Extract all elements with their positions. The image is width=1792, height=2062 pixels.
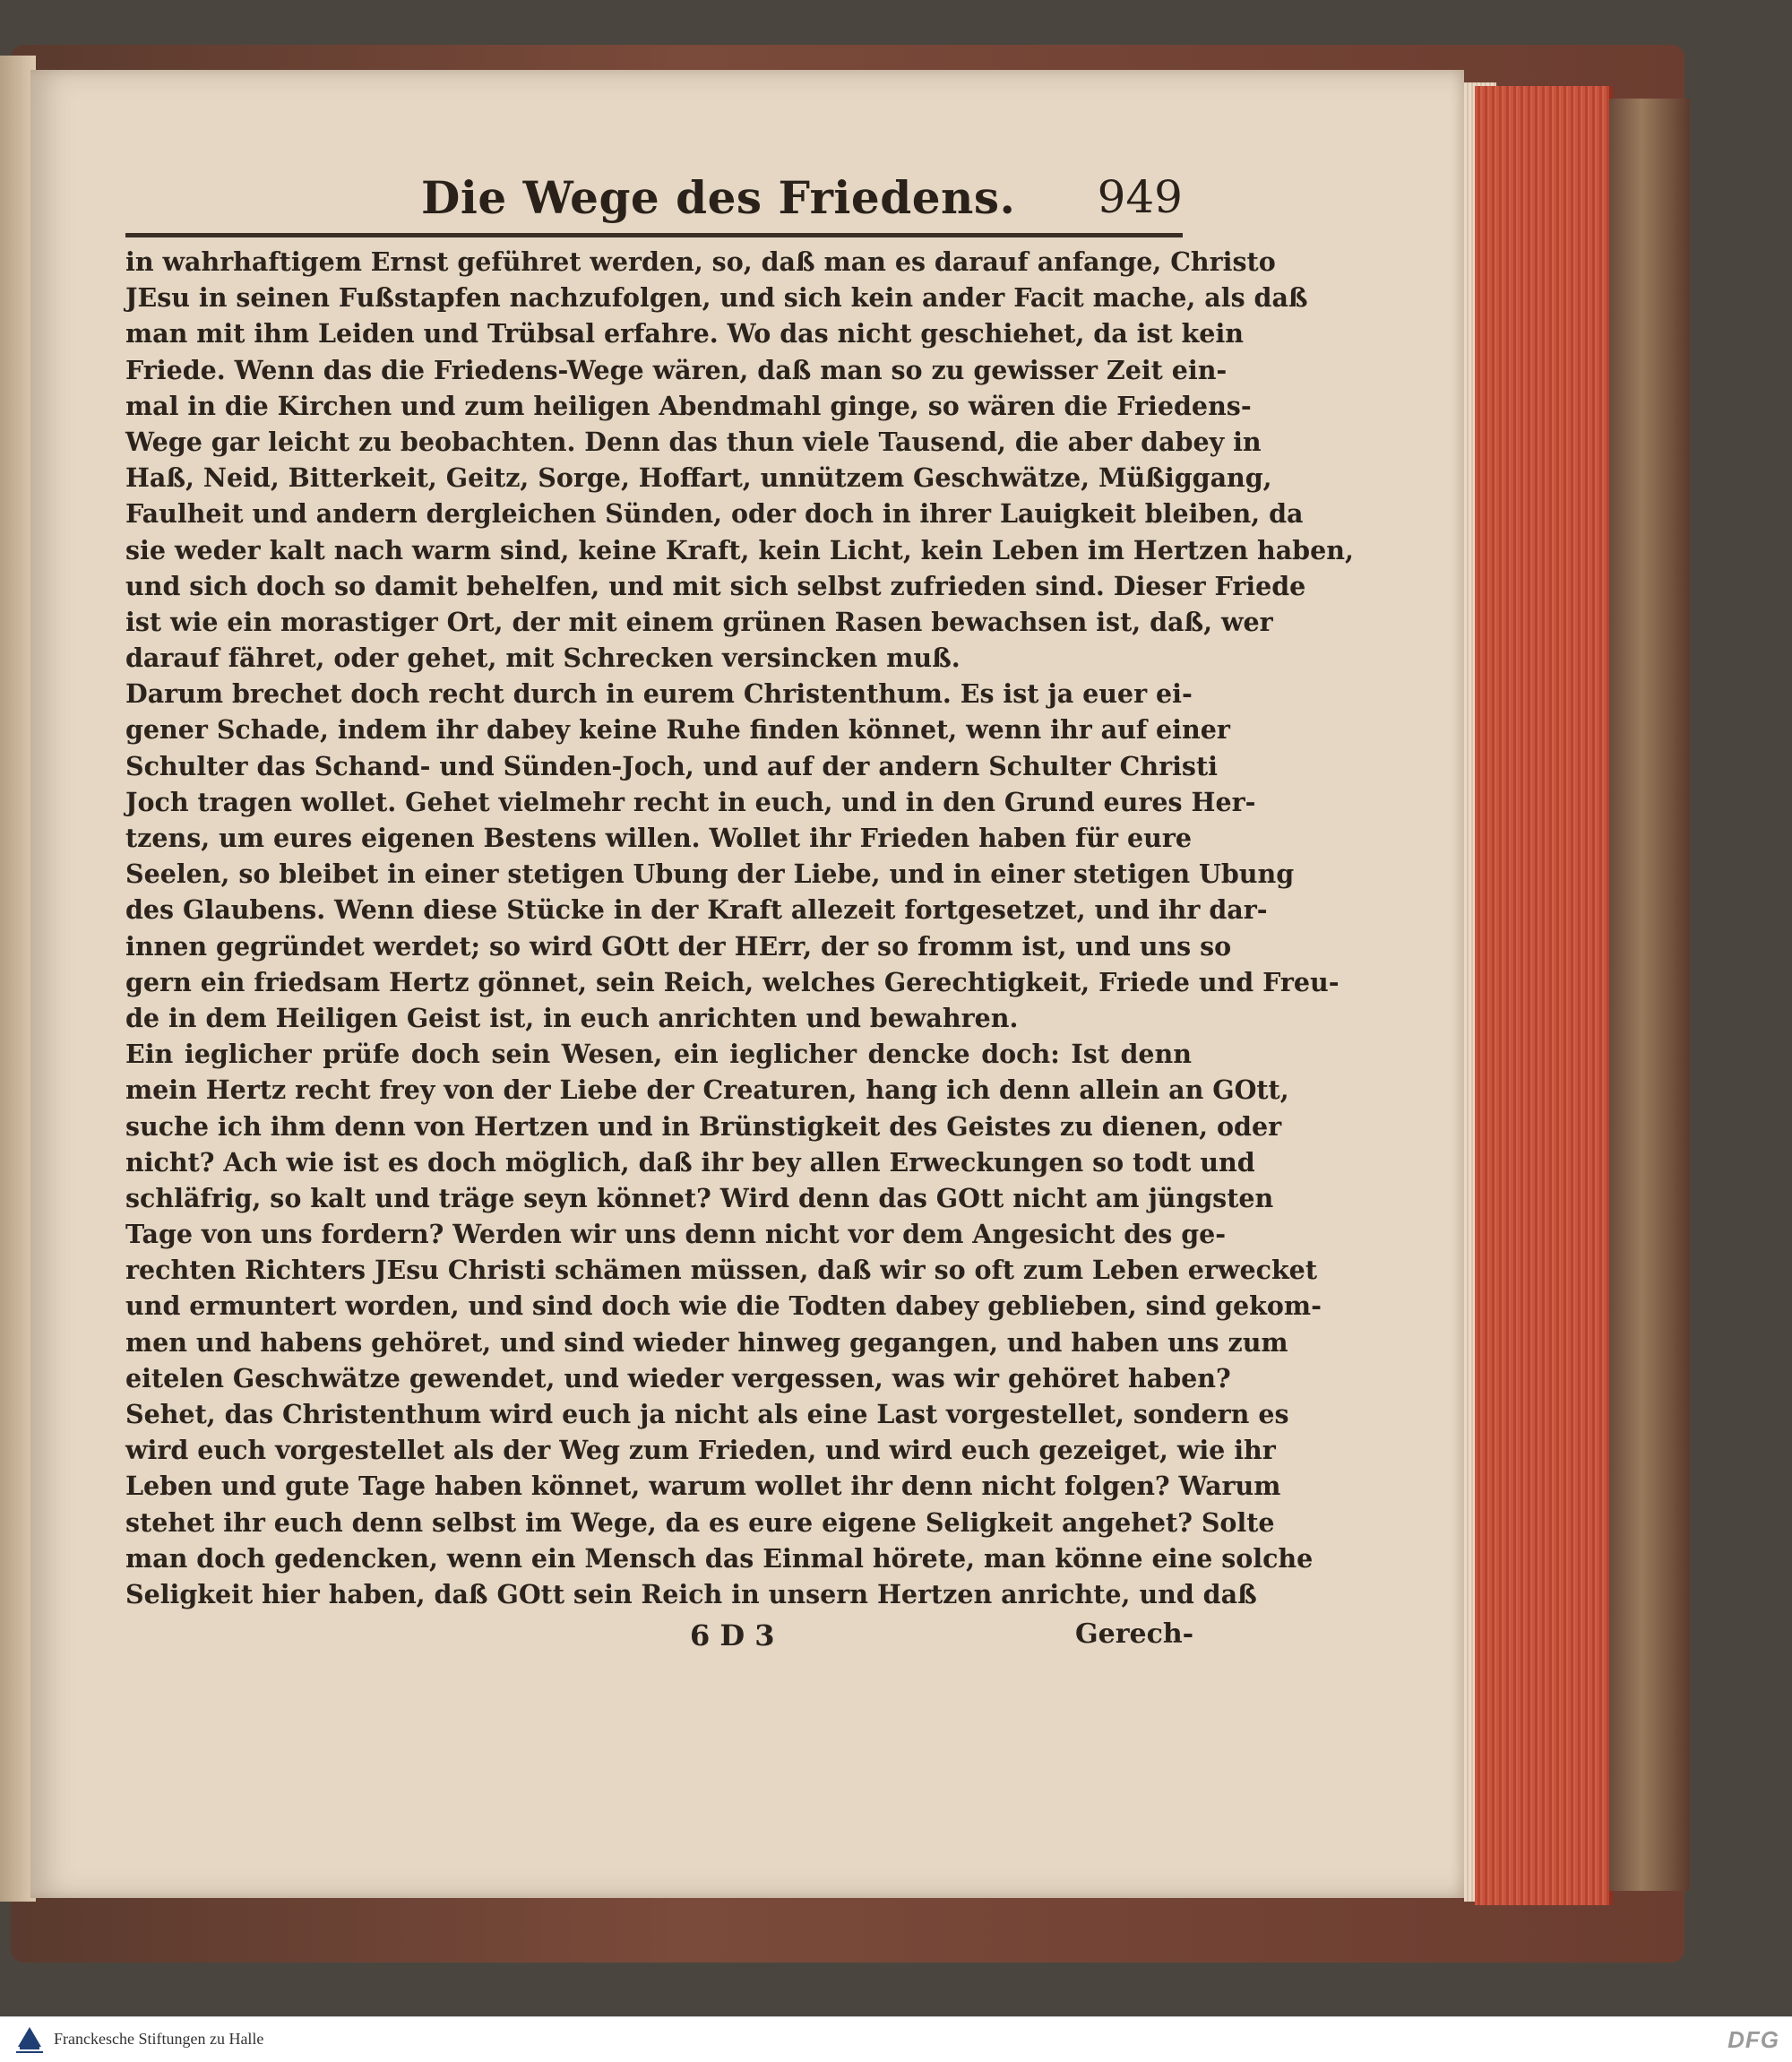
page-number: 949 [1097,171,1183,223]
red-page-edge [1475,86,1613,1905]
text-line: Ein ieglicher prüfe doch sein Wesen, ein ieglicher dencke doch: Ist denn [125,1039,1192,1070]
text-line: mein Hertz recht frey von der Liebe der Creaturen, hang ich denn allein an GOtt, [125,1074,1289,1106]
signature-mark: 6 D 3 [690,1618,775,1652]
text-line: Leben und gute Tage haben könnet, warum wollet ihr denn nicht folgen? Warum [125,1471,1281,1502]
footer-bar [0,2016,1792,2062]
text-line: innen gegründet werdet; so wird GOtt der HErr, der so fromm ist, und uns so [125,930,1232,962]
text-line: Joch tragen wollet. Gehet vielmehr recht in euch, und in den Grund eures Her- [125,786,1256,817]
text-line: und ermuntert worden, und sind doch wie die Todten dabey geblieben, sind gekom- [125,1290,1322,1322]
book-binding-edge [1609,99,1690,1891]
text-line: Schulter das Schand- und Sünden-Joch, und auf der andern Schulter Christi [125,750,1218,781]
text-line: tzens, um eures eigenen Bestens willen. Wollet ihr Frieden haben für eure [125,823,1192,853]
text-line: schläfrig, so kalt und träge seyn könnet? Wird denn das GOtt nicht am jüngsten [125,1182,1274,1213]
text-line: sie weder kalt nach warm sind, keine Kraft, kein Licht, kein Leben im Hertzen haben, [125,534,1354,565]
text-line: des Glaubens. Wenn diese Stücke in der Kraft allezeit fortgesetzet, und ihr dar- [125,894,1268,926]
text-line: gener Schade, indem ihr dabey keine Ruhe finden könnet, wenn ihr auf einer [125,714,1230,746]
franckesche-logo-icon [11,2022,48,2058]
text-line: Haß, Neid, Bitterkeit, Geitz, Sorge, Hoffart, unnützem Geschwätze, Müßiggang, [125,462,1272,494]
text-line: eitelen Geschwätze gewendet, und wieder vergessen, was wir gehöret haben? [125,1362,1231,1393]
head-rule [125,233,1183,237]
text-line: nicht? Ach wie ist es doch möglich, daß ihr bey allen Erweckungen so todt und [125,1146,1255,1178]
text-line: de in dem Heiligen Geist ist, in euch anrichten und bewahren. [125,1002,1019,1033]
text-line: darauf fähret, oder gehet, mit Schrecken versincken muß. [125,643,961,674]
text-line: man doch gedencken, wenn ein Mensch das Einmal hörete, man könne eine solche [125,1542,1314,1574]
text-line: und sich doch so damit behelfen, und mit sich selbst zufrieden sind. Dieser Friede [125,570,1306,601]
text-line: Faulheit und andern dergleichen Sünden, oder doch in ihrer Lauigkeit bleiben, da [125,498,1304,530]
text-line: Seelen, so bleibet in einer stetigen Ubung der Liebe, und in einer stetigen Ubung [125,858,1295,890]
text-line: Tage von uns fordern? Werden wir uns denn nicht vor dem Angesicht des ge- [125,1219,1227,1250]
text-line: rechten Richters JEsu Christi schämen müssen, daß wir so oft zum Leben erwecket [125,1255,1317,1286]
footer-institution: Franckesche Stiftungen zu Halle [54,2030,264,2048]
text-line: suche ich ihm denn von Hertzen und in Brünstigkeit des Geistes zu dienen, oder [125,1110,1282,1142]
running-head [125,166,1183,237]
body-text [125,244,1354,1612]
text-line: Wege gar leicht zu beobachten. Denn das thun viele Tausend, die aber dabey in [125,426,1262,457]
text-line: JEsu in seinen Fußstapfen nachzufolgen, und sich kein ander Facit mache, als daß [125,282,1308,314]
text-line: stehet ihr euch denn selbst im Wege, da es eure eigene Seligkeit angehet? Solte [125,1506,1275,1538]
catchword: Gerech- [1075,1618,1194,1650]
text-line: mal in die Kirchen und zum heiligen Abendmahl ginge, so wären die Friedens- [125,390,1252,421]
text-line: Sehet, das Christenthum wird euch ja nicht als eine Last vorgestellet, sondern es [125,1399,1289,1429]
text-line: in wahrhaftigem Ernst geführet werden, so, daß man es darauf anfange, Christo [125,246,1276,277]
text-line: men und habens gehöret, und sind wieder hinweg gegangen, und haben uns zum [125,1326,1288,1358]
running-title: Die Wege des Friedens. [421,171,1016,224]
dfg-logo: DFG [1727,2026,1779,2053]
text-line: Friede. Wenn das die Friedens-Wege wären, daß man so zu gewisser Zeit ein- [125,354,1228,385]
text-line: Darum brechet doch recht durch in eurem Christenthum. Es ist ja euer ei- [125,678,1193,710]
text-line: Seligkeit hier haben, daß GOtt sein Reich in unsern Hertzen anrichte, und daß [125,1578,1257,1609]
text-line: gern ein friedsam Hertz gönnet, sein Reich, welches Gerechtigkeit, Friede und Freu- [125,966,1340,997]
text-line: ist wie ein morastiger Ort, der mit einem grünen Rasen bewachsen ist, daß, wer [125,606,1273,637]
text-line: man mit ihm Leiden und Trübsal erfahre. Wo das nicht geschiehet, da ist kein [125,318,1244,349]
text-line: wird euch vorgestellet als der Weg zum Frieden, und wird euch gezeiget, wie ihr [125,1435,1276,1466]
